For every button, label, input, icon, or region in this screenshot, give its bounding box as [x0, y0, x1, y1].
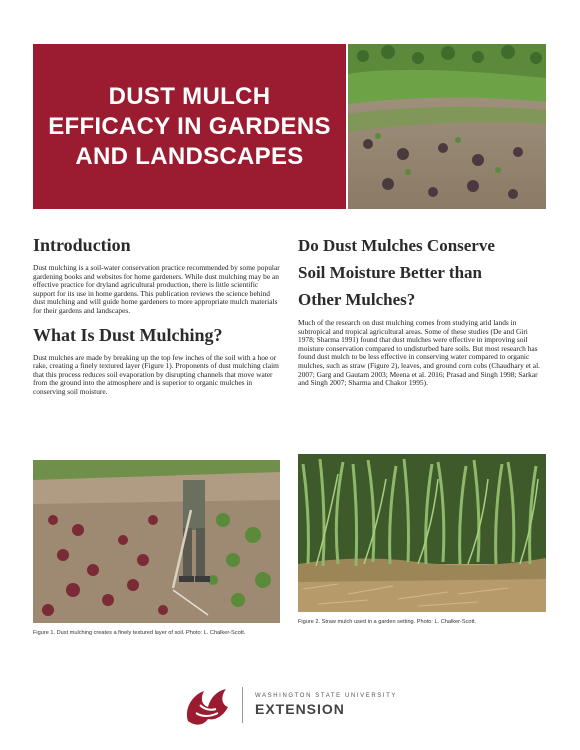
footer-branding: [180, 680, 430, 730]
university-name: WASHINGTON STATE UNIVERSITY: [255, 693, 397, 699]
footer-text: [255, 692, 397, 718]
title-banner: [33, 44, 346, 209]
title-line-2: EFFICACY IN GARDENS: [48, 112, 331, 140]
footer-divider: [242, 687, 243, 723]
title-line-1: DUST MULCH: [108, 82, 271, 110]
title-line-3: AND LANDSCAPES: [75, 142, 304, 170]
intro-body: Dust mulching is a soil-water conservation practice recommended by some popular gardening books and websites for home gardeners. While dust mulching may be an effective practice for dryland agricultural production, there is little scientific support for its use in home gardens. This publication reviews the science behind dust mulching and will guide home gardeners to more appropriate mulch materials for their gardens and landscapes.: [33, 263, 280, 315]
figure-2-caption: Figure 2. Straw mulch used in a garden setting. Photo: L. Chalker-Scott.: [298, 619, 477, 625]
conserve-heading-line-3: Other Mulches?: [298, 290, 416, 309]
right-column: [298, 232, 546, 388]
figure-1-photo: [33, 460, 280, 623]
figure-2-photo: [298, 454, 546, 612]
conserve-heading-line-1: Do Dust Mulches Conserve: [298, 236, 495, 255]
intro-heading: Introduction: [33, 235, 131, 255]
what-heading: What Is Dust Mulching?: [33, 324, 223, 345]
what-body: Dust mulches are made by breaking up the top few inches of the soil with a hoe or rake, creating a finely textured layer (Figure 1). Proponents of dust mulching claim that this process reduces soil evaporation by disrupting channels that move water from the ground into the atmosphere and is superior to organic mulches in conserving soil moisture.: [33, 352, 279, 396]
conserve-heading-line-2: Soil Moisture Better than: [298, 263, 482, 282]
header-garden-photo: [348, 44, 546, 209]
left-column: [33, 232, 280, 397]
figure-1-caption: Figure 1. Dust mulching creates a finely textured layer of soil. Photo: L. Chalker-Scott.: [33, 630, 246, 636]
extension-label: EXTENSION: [255, 701, 345, 717]
conserve-body: Much of the research on dust mulching comes from studying arid lands in subtropical and tropical agricultural areas. Some of these studies (De and Giri 1978; Sharma 1991) found that dust mulches were effective in improving soil moisture conservation compared to undisturbed bare soils. But most research has found dust mulch to be less effective in conserving water compared to organic mulches, such as straw (Figure 2), leaves, and ground corn cobs (Chaudhary et al. 2007; Garg and Gautam 2003; Meena et al. 2016; Prasad and Singh 1998; Sarkar and Singh 2007; Sharma and Chakor 1995).: [298, 318, 540, 388]
wsu-cougar-logo-icon: [180, 681, 236, 729]
